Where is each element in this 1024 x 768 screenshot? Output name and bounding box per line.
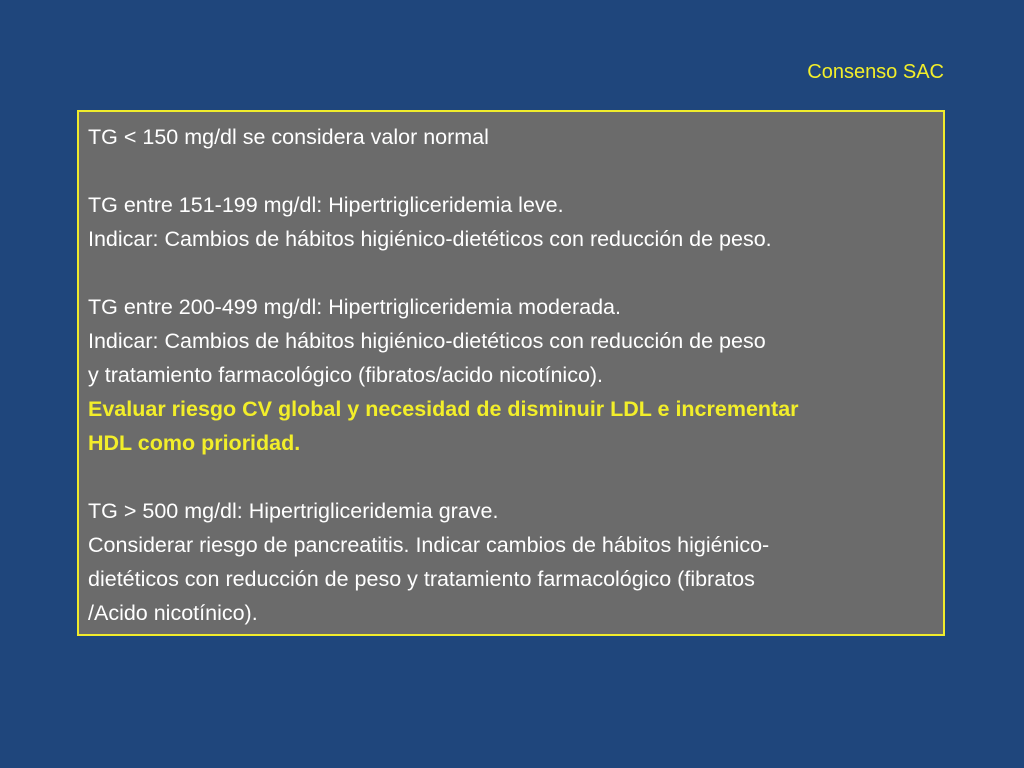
moderate-heading: TG entre 200-499 mg/dl: Hipertrigliceridemia moderada. <box>88 295 621 319</box>
triglyceride-guidelines-box <box>77 110 945 636</box>
source-label: Consenso SAC <box>807 61 944 83</box>
severe-heading: TG > 500 mg/dl: Hipertrigliceridemia grave. <box>88 499 499 523</box>
severe-line-2: dietéticos con reducción de peso y tratamiento farmacológico (fibratos <box>88 567 755 591</box>
spacer <box>88 460 934 494</box>
spacer <box>88 154 934 188</box>
mild-indication: Indicar: Cambios de hábitos higiénico-dietéticos con reducción de peso. <box>88 227 772 251</box>
moderate-priority-line-2: HDL como prioridad. <box>88 431 301 455</box>
moderate-indication-line-2: y tratamiento farmacológico (fibratos/acido nicotínico). <box>88 363 604 387</box>
mild-heading: TG entre 151-199 mg/dl: Hipertrigliceridemia leve. <box>88 193 564 217</box>
moderate-indication-line-1: Indicar: Cambios de hábitos higiénico-dietéticos con reducción de peso <box>88 329 766 353</box>
normal-value-line: TG < 150 mg/dl se considera valor normal <box>88 125 489 149</box>
severe-line-3: /Acido nicotínico). <box>88 601 258 625</box>
moderate-priority-line-1: Evaluar riesgo CV global y necesidad de disminuir LDL e incrementar <box>88 397 799 421</box>
spacer <box>88 256 934 290</box>
severe-line-1: Considerar riesgo de pancreatitis. Indicar cambios de hábitos higiénico- <box>88 533 770 557</box>
